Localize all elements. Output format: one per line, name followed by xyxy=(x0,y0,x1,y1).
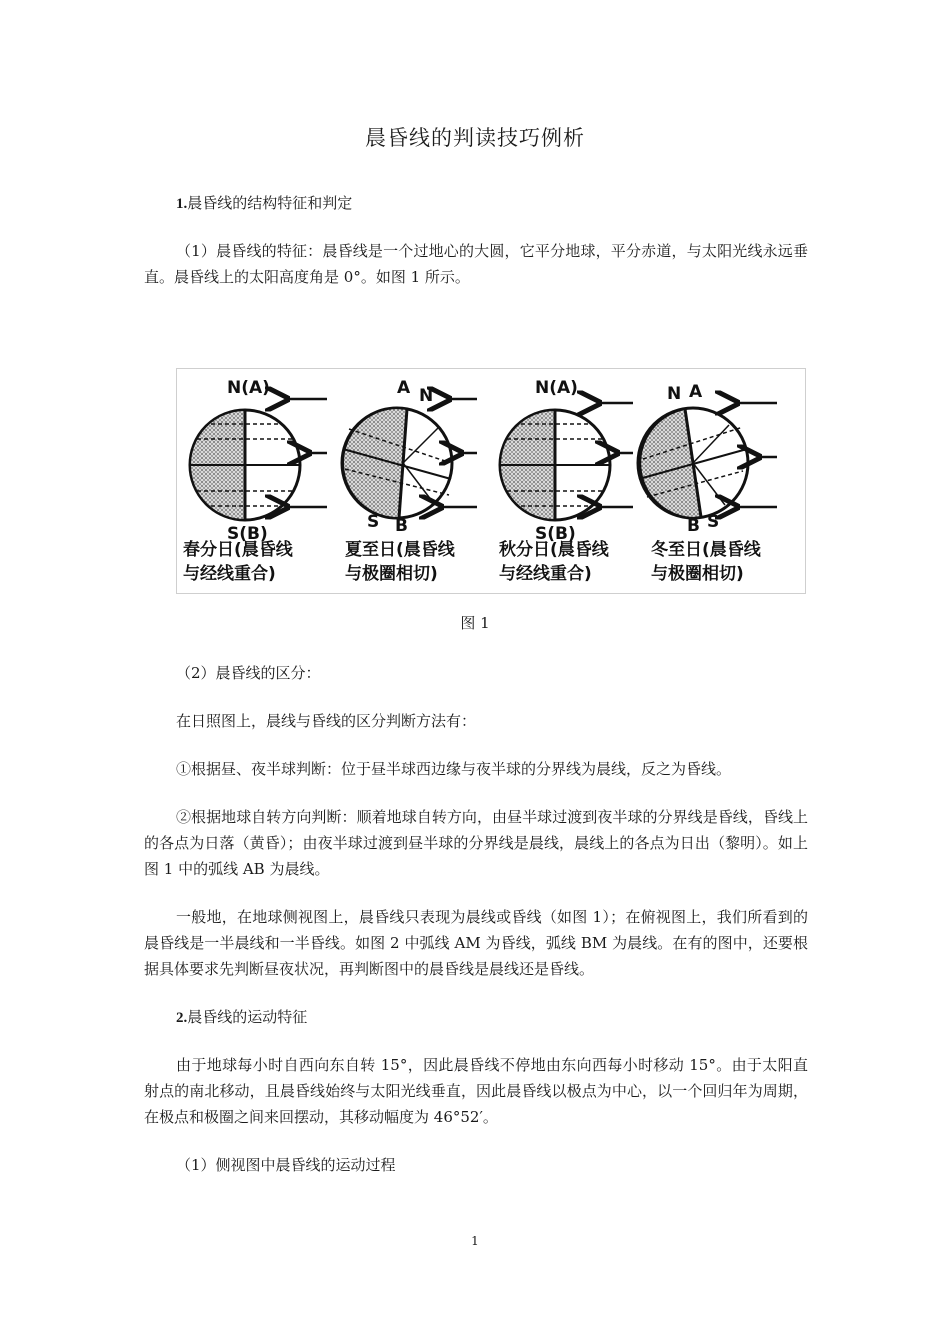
section2-heading-text: 晨昏线的运动特征 xyxy=(187,1008,308,1026)
section1-paragraph-1: （1）晨昏线的特征：晨昏线是一个过地心的大圆，它平分地球，平分赤道，与太阳光线永远垂直。晨昏线上的太阳高度角是 0°。如图 1 所示。 xyxy=(144,242,808,286)
page-title: 晨昏线的判读技巧例析 xyxy=(365,126,585,150)
globe-summer-solstice xyxy=(342,378,477,584)
globe4-caption-line1: 冬至日(晨昏线 xyxy=(651,540,761,560)
globe-spring-equinox xyxy=(183,378,327,584)
section1-heading-num: 1. xyxy=(176,196,188,212)
globe4-label-b: B xyxy=(687,516,700,536)
globe1-caption-line1: 春分日(晨昏线 xyxy=(183,540,293,560)
section2-heading xyxy=(144,1004,808,1031)
globe4-label-s: S xyxy=(707,512,720,532)
section1-paragraph-2: （2）晨昏线的区分： xyxy=(176,664,321,682)
section1-heading xyxy=(144,190,808,217)
globe4-label-n: N xyxy=(667,384,682,404)
figure-1 xyxy=(176,368,806,594)
globe3-caption-line1: 秋分日(晨昏线 xyxy=(499,540,609,560)
globe-winter-solstice xyxy=(638,382,777,584)
globe-autumn-equinox xyxy=(499,378,633,584)
globe1-top-label: N(A) xyxy=(227,378,270,398)
globe4-caption-line2: 与极圈相切) xyxy=(651,564,744,584)
section1-paragraph-3: 在日照图上，晨线与昏线的区分判断方法有： xyxy=(176,712,477,730)
globe3-bottom-label: S(B) xyxy=(535,524,576,544)
globe4-label-a: A xyxy=(689,382,703,402)
section1-paragraph-5: ②根据地球自转方向判断：顺着地球自转方向，由昼半球过渡到夜半球的分界线是昏线，昏线上的各点为日落（黄昏）；由夜半球过渡到昼半球的分界线是晨线，晨线上的各点为日出（黎明）。如上图 1 中的弧线 AB 为晨线。 xyxy=(144,808,808,878)
globe2-caption-line1: 夏至日(晨昏线 xyxy=(345,540,455,560)
globe1-bottom-label: S(B) xyxy=(227,524,268,544)
figure-1-caption: 图 1 xyxy=(460,614,490,632)
section2-heading-num: 2. xyxy=(176,1010,188,1026)
section1-paragraph-4: ①根据昼、夜半球判断：位于昼半球西边缘与夜半球的分界线为晨线，反之为昏线。 xyxy=(176,760,732,778)
page-number: 1 xyxy=(471,1234,479,1248)
globe2-caption-line2: 与极圈相切) xyxy=(345,564,438,584)
globe3-top-label: N(A) xyxy=(535,378,578,398)
section1-paragraph-6: 一般地，在地球侧视图上，晨昏线只表现为晨线或昏线（如图 1）；在俯视图上，我们所看到的晨昏线是一半晨线和一半昏线。如图 2 中弧线 AM 为昏线，弧线 BM 为晨线。在有的图中，还要根据具体要求先判断昼夜状况，再判断图中的晨昏线是晨线还是昏线。 xyxy=(144,908,808,978)
globe2-label-b: B xyxy=(395,516,408,536)
globe3-caption-line2: 与经线重合) xyxy=(499,564,592,584)
globe1-caption-line2: 与经线重合) xyxy=(183,564,276,584)
globe2-label-n: N xyxy=(419,386,434,406)
section1-heading-text: 晨昏线的结构特征和判定 xyxy=(187,194,353,212)
figure-1-diagram xyxy=(177,369,805,593)
section2-paragraph-1: 由于地球每小时自西向东自转 15°，因此晨昏线不停地由东向西每小时移动 15°。由于太阳直射点的南北移动，且晨昏线始终与太阳光线垂直，因此晨昏线以极点为中心，以一个回归年为周期，在极点和极圈之间来回摆动，其移动幅度为 46°52′。 xyxy=(144,1056,808,1126)
globe2-label-s: S xyxy=(367,512,380,532)
section2-paragraph-2: （1）侧视图中晨昏线的运动过程 xyxy=(176,1156,396,1174)
globe2-label-a: A xyxy=(397,378,411,398)
